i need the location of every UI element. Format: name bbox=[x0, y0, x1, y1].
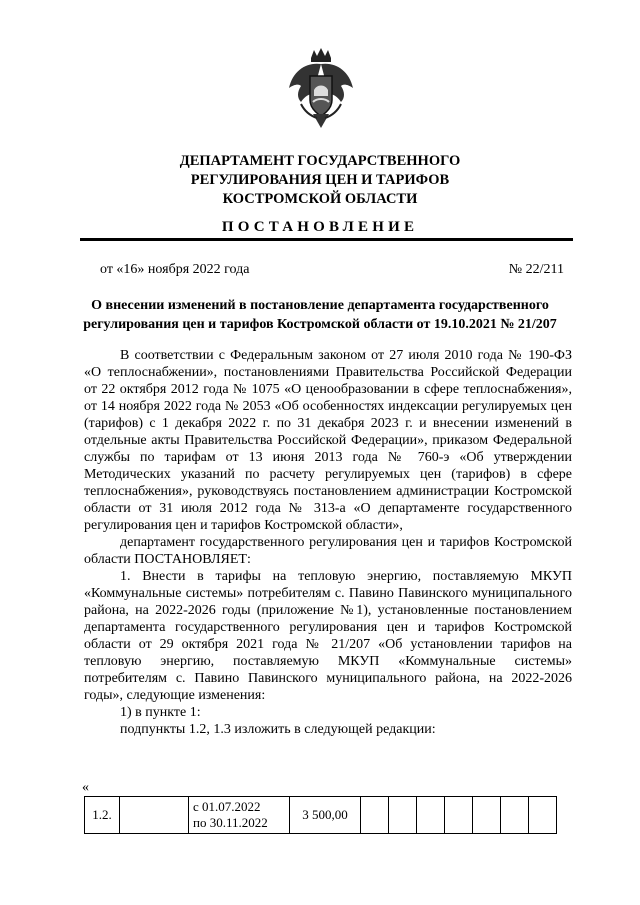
subject-line: О внесении изменений в постановление департамента государственного bbox=[91, 298, 549, 313]
empty-cell bbox=[120, 797, 189, 834]
empty-cell bbox=[389, 797, 417, 834]
org-line: ДЕПАРТАМЕНТ ГОСУДАРСТВЕННОГО bbox=[179, 153, 461, 169]
empty-cell bbox=[529, 797, 557, 834]
organization-name bbox=[80, 152, 560, 209]
tariff-table bbox=[84, 796, 557, 834]
document-type: ПОСТАНОВЛЕНИЕ bbox=[221, 219, 419, 235]
coat-of-arms-icon bbox=[287, 48, 355, 130]
empty-cell bbox=[445, 797, 473, 834]
clause-paragraph: 1. Внести в тарифы на тепловую энергию, поставляемую МКУП «Коммунальные системы» потребителям с. Павино Павинского муниципального района, на 2022-2026 годы (приложение №1), установленные постановлением департамента государственного регулирования цен и тарифов Костромской области от 29 октября 2021 года № 21/207 «Об установлении тарифов на тепловую энергию, поставляемую МКУП «Коммунальные системы» потребителям с. Павино Павинского муниципального района, на 2022-2026 годы», следующие изменения: bbox=[84, 569, 572, 703]
subclause-heading: 1) в пункте 1: bbox=[120, 705, 201, 720]
document-subject bbox=[70, 296, 570, 334]
document-body bbox=[84, 347, 572, 738]
tariff-value-cell: 3 500,00 bbox=[290, 797, 361, 834]
row-number-cell: 1.2. bbox=[85, 797, 120, 834]
period-end: по 30.11.2022 bbox=[193, 815, 268, 830]
preamble-paragraph: В соответствии с Федеральным законом от 27 июля 2010 года № 190-ФЗ «О теплоснабжении», постановлениями Правительства Российской Федерации от 22 октября 2012 года № 1075 «О ценообразовании в сфере теплоснабжения», от 14 ноября 2022 года № 2053 «Об особенностях индексации регулируемых цен (тарифов) с 1 декабря 2022 г. по 31 декабря 2023 г. и внесении изменений в отдельные акты Правительства Российской Федерации», приказом Федеральной службы по тарифам от 13 июня 2013 года № 760-э «Об утверждении Методических указаний по расчету регулируемых цен (тарифов) в сфере теплоснабжения», руководствуясь постановлением администрации Костромской области от 31 июля 2012 года № 313-а «О департаменте государственного регулирования цен и тарифов Костромской области», bbox=[84, 348, 572, 533]
empty-cell bbox=[361, 797, 389, 834]
document-number: № 22/211 bbox=[508, 262, 564, 277]
table-row bbox=[85, 797, 557, 834]
header-divider bbox=[80, 238, 573, 241]
org-line: КОСТРОМСКОЙ ОБЛАСТИ bbox=[222, 191, 418, 207]
org-line: РЕГУЛИРОВАНИЯ ЦЕН И ТАРИФОВ bbox=[190, 172, 450, 188]
subclause-text: подпункты 1.2, 1.3 изложить в следующей редакции: bbox=[120, 722, 436, 737]
empty-cell bbox=[417, 797, 445, 834]
subject-line: регулирования цен и тарифов Костромской области от 19.10.2021 № 21/207 bbox=[83, 317, 557, 332]
decision-paragraph: департамент государственного регулирования цен и тарифов Костромской области ПОСТАНОВЛЯЕТ: bbox=[84, 535, 572, 567]
document-date: от «16» ноября 2022 года bbox=[100, 262, 250, 277]
period-start: с 01.07.2022 bbox=[193, 799, 261, 814]
empty-cell bbox=[473, 797, 501, 834]
period-cell bbox=[189, 797, 290, 834]
quote-open-mark: « bbox=[82, 780, 89, 795]
empty-cell bbox=[501, 797, 529, 834]
